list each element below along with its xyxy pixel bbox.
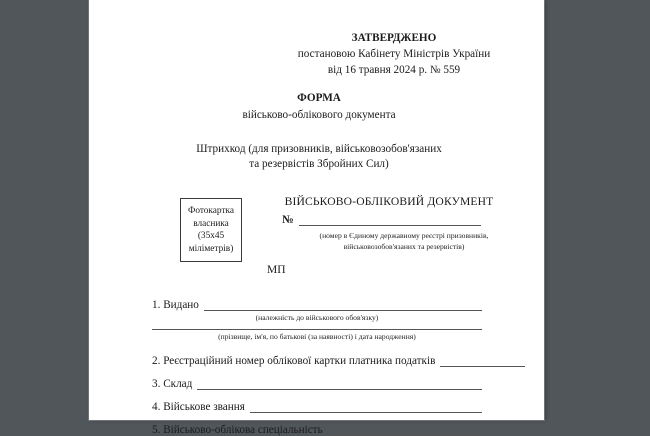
stamp-mark-label: МП [267, 264, 286, 276]
form-item-5-fill-line[interactable] [328, 424, 482, 436]
form-item-4 [89, 397, 544, 413]
approval-line-1: ЗАТВЕРДЖЕНО [351, 32, 437, 44]
form-items-list [89, 295, 544, 436]
number-symbol: № [282, 214, 294, 226]
photo-box-line-3: (35х45 [197, 231, 225, 241]
form-item-3 [89, 374, 544, 390]
form-item-1-label: 1. Видано [152, 299, 199, 311]
form-heading-subtitle: військово-облікового документа [242, 109, 396, 121]
document-number-caption [279, 231, 529, 252]
barcode-caption-line-1: Штрихкод (для призовників, військовозобов'язаних [196, 143, 442, 155]
items-spacer-2 [89, 367, 544, 374]
approval-line-2: постановою Кабінету Міністрів України [297, 48, 491, 60]
form-item-1 [89, 295, 544, 311]
document-number-caption-line-2: військовозобов'язаних та резервістів) [343, 241, 465, 251]
form-item-1-caption-2: (прізвище, ім'я, по батькові (за наявності) і дата народження) [218, 332, 416, 341]
items-spacer-1 [89, 342, 544, 351]
form-item-1-fill-line[interactable] [204, 299, 482, 311]
photo-box-line-1: Фотокартка [187, 206, 235, 216]
document-title: ВІЙСЬКОВО-ОБЛІКОВИЙ ДОКУМЕНТ [284, 195, 494, 208]
form-item-2-label: 2. Реєстраційний номер облікової картки платника податків [152, 355, 436, 367]
photo-placeholder-box [180, 198, 242, 262]
form-item-4-label: 4. Військове звання [152, 401, 245, 413]
photo-box-line-4: міліметрів) [188, 243, 234, 254]
form-item-3-fill-line[interactable] [197, 378, 482, 390]
form-item-5-label: 5. Військово-облікова спеціальність [152, 424, 323, 436]
form-item-4-fill-line[interactable] [250, 401, 482, 413]
form-item-5 [89, 420, 544, 436]
form-item-3-label: 3. Склад [152, 378, 193, 390]
barcode-caption-line-2: та резервістів Збройних Сил) [249, 158, 389, 170]
document-number-fill-line[interactable] [299, 214, 481, 226]
form-item-1-caption-1: (належність до військового обов'язку) [255, 313, 379, 322]
form-item-2-fill-line[interactable] [440, 355, 525, 367]
photo-box-line-2: власника [193, 218, 229, 229]
document-number-caption-line-1: (номер в Єдиному державному реєстрі призовників, [319, 231, 489, 240]
form-heading-block [169, 90, 469, 124]
items-spacer-3 [89, 390, 544, 397]
form-item-2 [89, 351, 544, 367]
page-content [89, 0, 544, 436]
approval-line-3: від 16 травня 2024 р. № 559 [327, 64, 461, 76]
items-spacer-4 [89, 413, 544, 420]
barcode-caption-block [144, 142, 494, 172]
document-number-row [282, 214, 532, 226]
approval-block [249, 30, 539, 78]
form-heading-title: ФОРМА [297, 92, 341, 104]
document-page [89, 0, 544, 436]
